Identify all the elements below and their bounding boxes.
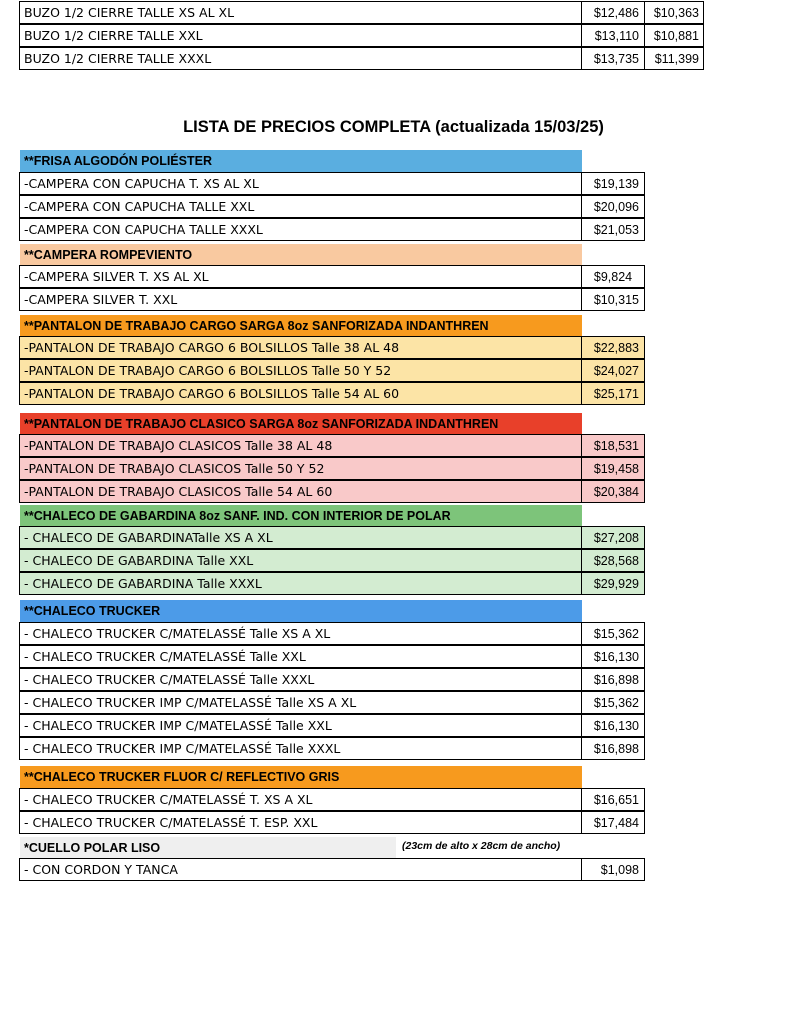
item-description: BUZO 1/2 CIERRE TALLE XXL bbox=[19, 24, 582, 47]
item-description: -CAMPERA SILVER T. XXL bbox=[19, 288, 582, 311]
item-price-alt: $11,399 bbox=[644, 47, 704, 70]
item-description: - CHALECO TRUCKER IMP C/MATELASSÉ Talle XXXL bbox=[19, 737, 582, 760]
item-price: $1,098 bbox=[581, 858, 645, 881]
item-description: -CAMPERA CON CAPUCHA TALLE XXXL bbox=[19, 218, 582, 241]
item-description: -PANTALON DE TRABAJO CLASICOS Talle 54 AL 60 bbox=[19, 480, 582, 503]
item-description: -PANTALON DE TRABAJO CARGO 6 BOLSILLOS Talle 38 AL 48 bbox=[19, 336, 582, 359]
item-description: -PANTALON DE TRABAJO CARGO 6 BOLSILLOS Talle 54 AL 60 bbox=[19, 382, 582, 405]
item-description: - CON CORDON Y TANCA bbox=[19, 858, 582, 881]
item-description: - CHALECO DE GABARDINA Talle XXL bbox=[19, 549, 582, 572]
item-description: - CHALECO TRUCKER C/MATELASSÉ Talle XXXL bbox=[19, 668, 582, 691]
item-price: $21,053 bbox=[581, 218, 645, 241]
size-note: (23cm de alto x 28cm de ancho) bbox=[402, 840, 561, 852]
section-header-pantalon-clasico: **PANTALON DE TRABAJO CLASICO SARGA 8oz SANFORIZADA INDANTHREN bbox=[20, 413, 582, 435]
item-price: $19,139 bbox=[581, 172, 645, 195]
item-price: $16,651 bbox=[581, 788, 645, 811]
item-price-alt: $10,881 bbox=[644, 24, 704, 47]
item-description: - CHALECO TRUCKER C/MATELASSÉ T. ESP. XXL bbox=[19, 811, 582, 834]
item-description: -PANTALON DE TRABAJO CLASICOS Talle 50 Y 52 bbox=[19, 457, 582, 480]
item-price: $16,898 bbox=[581, 668, 645, 691]
item-price: $15,362 bbox=[581, 622, 645, 645]
item-description: - CHALECO TRUCKER C/MATELASSÉ T. XS A XL bbox=[19, 788, 582, 811]
item-price: $22,883 bbox=[581, 336, 645, 359]
section-header-rompeviento: **CAMPERA ROMPEVIENTO bbox=[20, 244, 582, 266]
item-price: $28,568 bbox=[581, 549, 645, 572]
item-description: - CHALECO DE GABARDINA Talle XXXL bbox=[19, 572, 582, 595]
item-price: $16,898 bbox=[581, 737, 645, 760]
item-description: -CAMPERA CON CAPUCHA TALLE XXL bbox=[19, 195, 582, 218]
section-header-chaleco-fluor: **CHALECO TRUCKER FLUOR C/ REFLECTIVO GRIS bbox=[20, 766, 582, 788]
item-description: BUZO 1/2 CIERRE TALLE XS AL XL bbox=[19, 1, 582, 24]
page-title: LISTA DE PRECIOS COMPLETA (actualizada 15/03/25) bbox=[183, 118, 604, 136]
item-price: $16,130 bbox=[581, 714, 645, 737]
item-price: $15,362 bbox=[581, 691, 645, 714]
item-price-alt: $10,363 bbox=[644, 1, 704, 24]
section-header-pantalon-cargo: **PANTALON DE TRABAJO CARGO SARGA 8oz SANFORIZADA INDANTHREN bbox=[20, 315, 582, 337]
item-price: $20,096 bbox=[581, 195, 645, 218]
item-price: $13,735 bbox=[581, 47, 645, 70]
item-price: $18,531 bbox=[581, 434, 645, 457]
item-price: $9,824 bbox=[581, 265, 645, 288]
item-description: -CAMPERA CON CAPUCHA T. XS AL XL bbox=[19, 172, 582, 195]
item-description: - CHALECO TRUCKER C/MATELASSÉ Talle XXL bbox=[19, 645, 582, 668]
item-price: $19,458 bbox=[581, 457, 645, 480]
item-price: $16,130 bbox=[581, 645, 645, 668]
item-description: - CHALECO TRUCKER C/MATELASSÉ Talle XS A XL bbox=[19, 622, 582, 645]
item-description: -PANTALON DE TRABAJO CARGO 6 BOLSILLOS Talle 50 Y 52 bbox=[19, 359, 582, 382]
item-price: $17,484 bbox=[581, 811, 645, 834]
item-price: $27,208 bbox=[581, 526, 645, 549]
item-description: - CHALECO DE GABARDINATalle XS A XL bbox=[19, 526, 582, 549]
item-price: $24,027 bbox=[581, 359, 645, 382]
item-price: $25,171 bbox=[581, 382, 645, 405]
item-price: $12,486 bbox=[581, 1, 645, 24]
item-price: $10,315 bbox=[581, 288, 645, 311]
item-description: -CAMPERA SILVER T. XS AL XL bbox=[19, 265, 582, 288]
item-description: - CHALECO TRUCKER IMP C/MATELASSÉ Talle XS A XL bbox=[19, 691, 582, 714]
item-description: -PANTALON DE TRABAJO CLASICOS Talle 38 AL 48 bbox=[19, 434, 582, 457]
item-price: $13,110 bbox=[581, 24, 645, 47]
item-description: - CHALECO TRUCKER IMP C/MATELASSÉ Talle XXL bbox=[19, 714, 582, 737]
section-header-chaleco-trucker: **CHALECO TRUCKER bbox=[20, 600, 582, 622]
section-header-cuello-polar: *CUELLO POLAR LISO bbox=[20, 837, 396, 859]
section-header-chaleco-gabardina: **CHALECO DE GABARDINA 8oz SANF. IND. CON INTERIOR DE POLAR bbox=[20, 505, 582, 527]
item-price: $29,929 bbox=[581, 572, 645, 595]
item-description: BUZO 1/2 CIERRE TALLE XXXL bbox=[19, 47, 582, 70]
item-price: $20,384 bbox=[581, 480, 645, 503]
section-header-frisa: **FRISA ALGODÓN POLIÉSTER bbox=[20, 150, 582, 172]
